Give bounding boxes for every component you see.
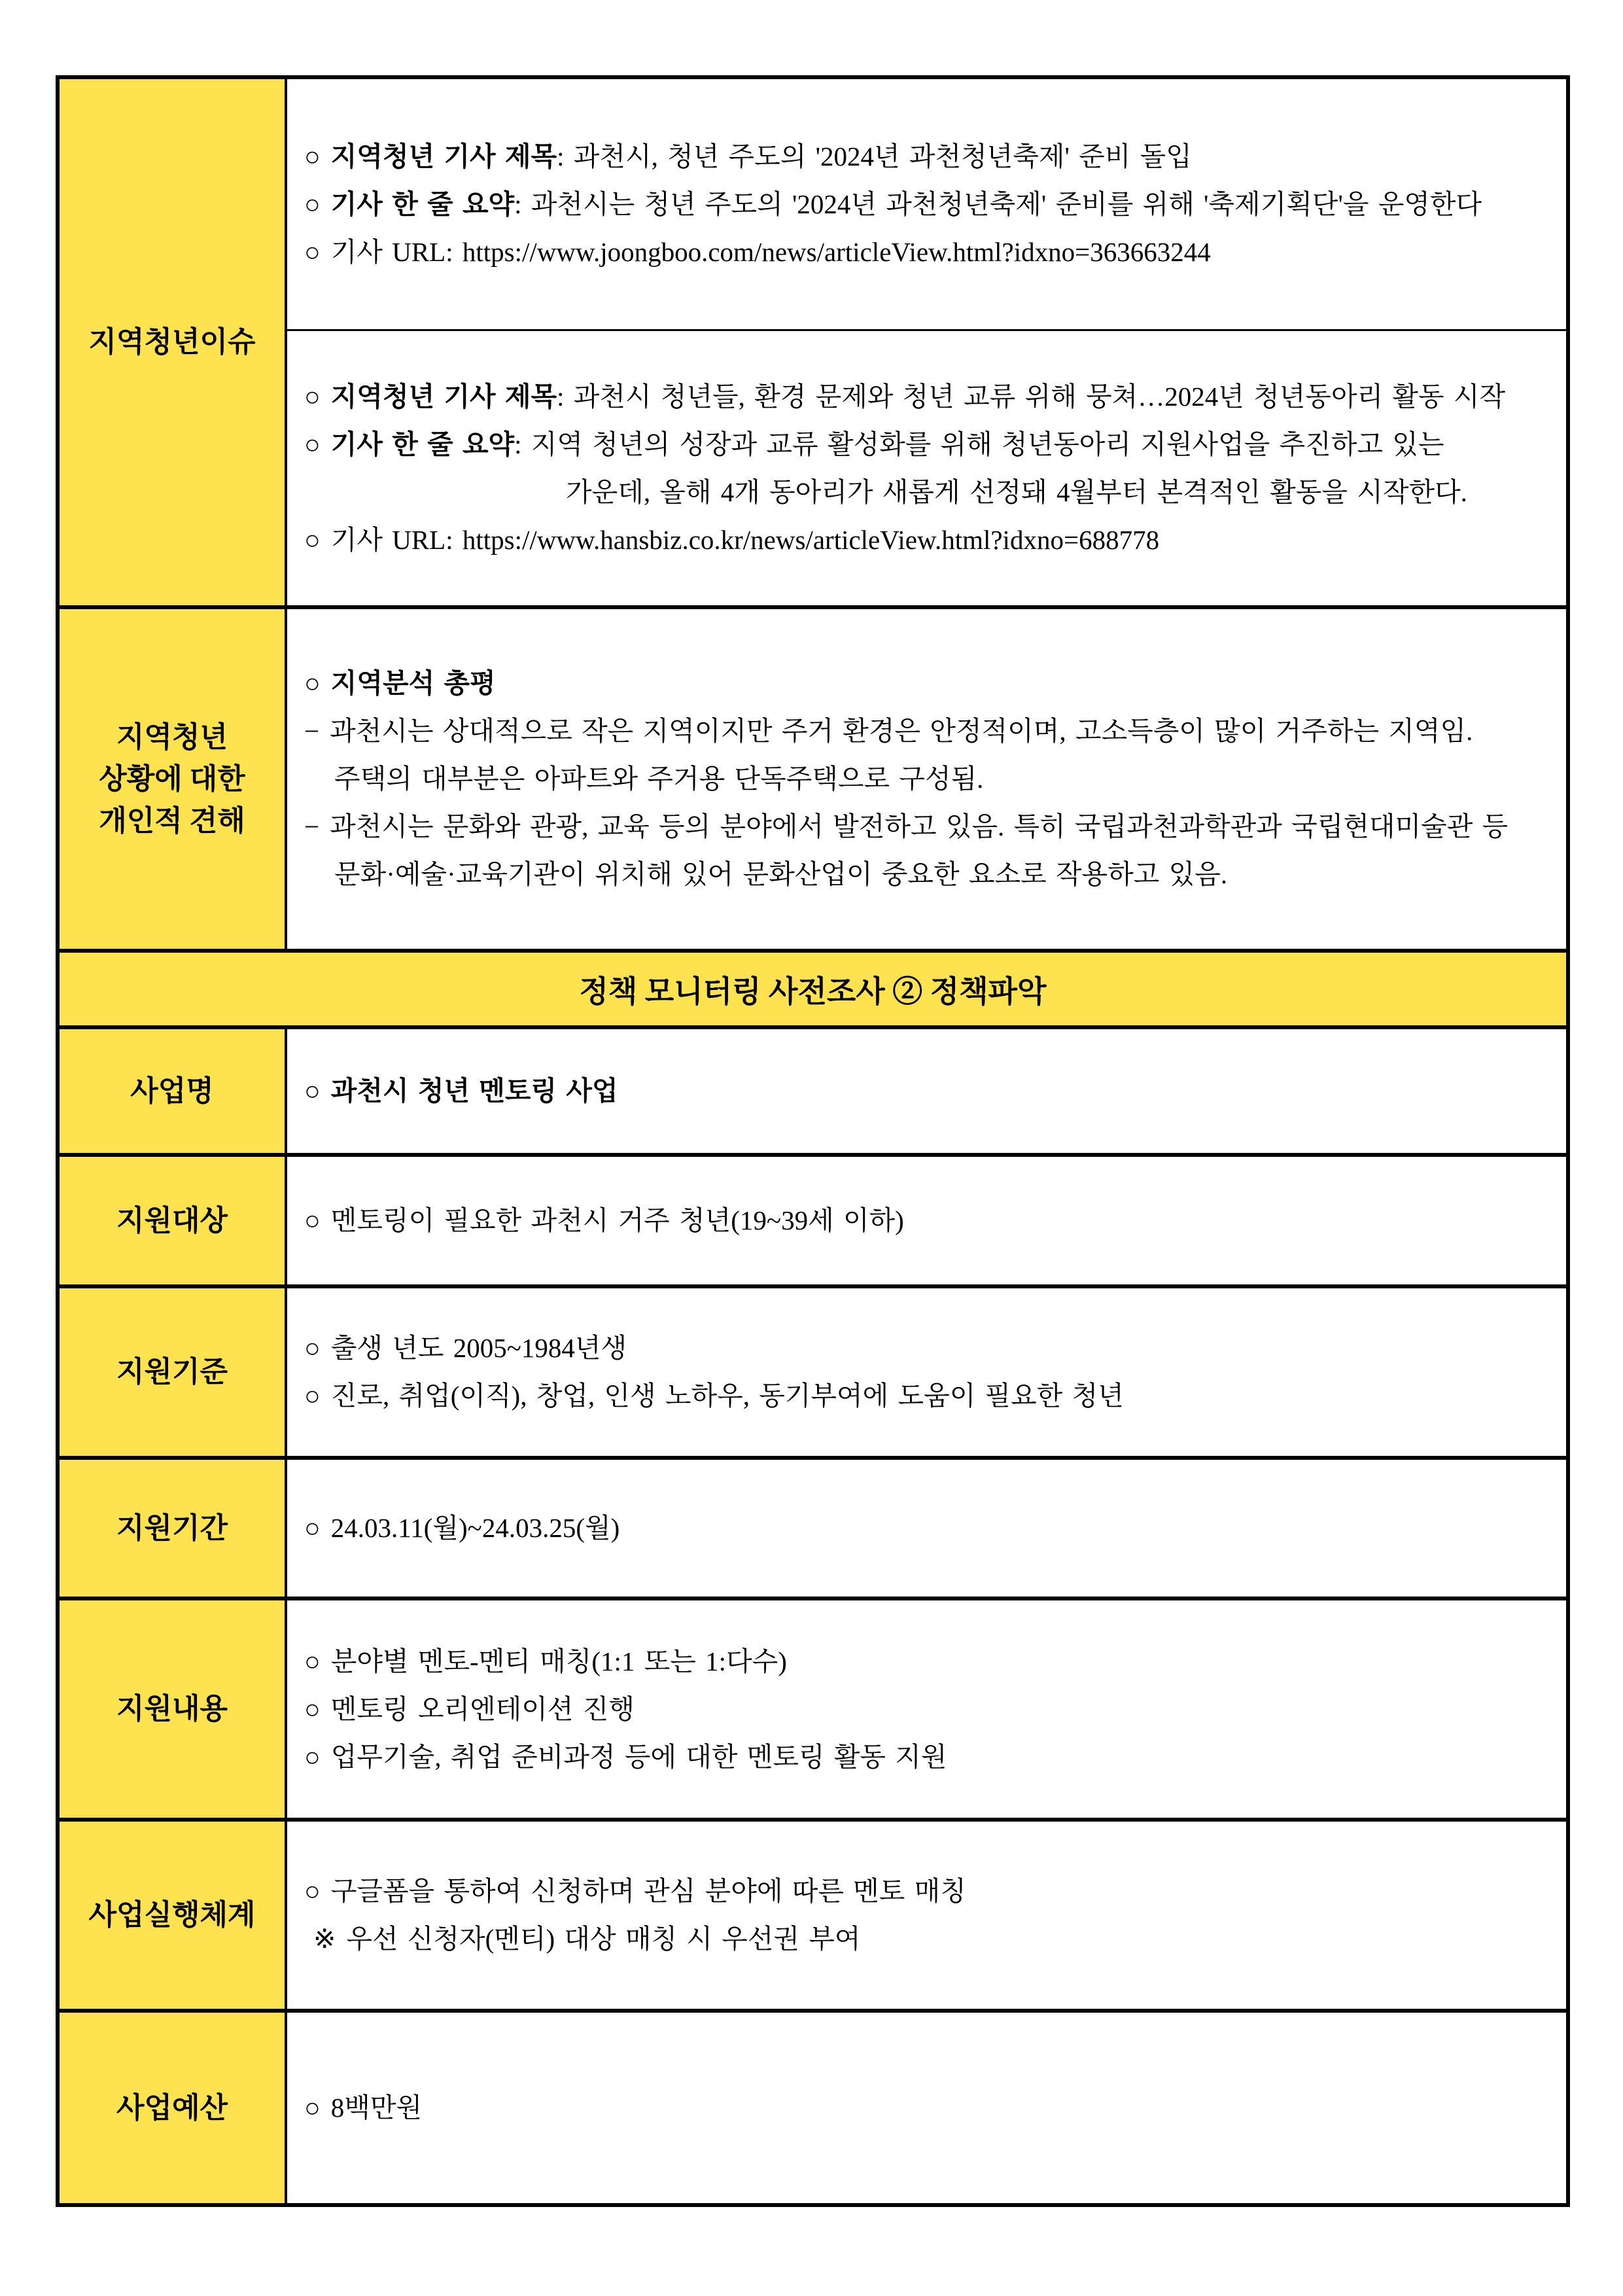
row-label-support-criteria bbox=[60, 1288, 287, 1456]
text-line bbox=[304, 1638, 1566, 1686]
support-target-content bbox=[287, 1157, 1566, 1284]
line-text: 과천시는 상대적으로 작은 지역이지만 주거 환경은 안정적이며, 고소득층이 많이 거주하는 지역임. bbox=[330, 716, 1473, 746]
line-label-bold: 지역분석 총평 bbox=[330, 668, 496, 698]
row-support-criteria bbox=[60, 1288, 1566, 1460]
line-text: 가운데, 올해 4개 동아리가 새롭게 선정돼 4월부터 본격적인 활동을 시작한다. bbox=[566, 476, 1467, 507]
line-text: 우선 신청자(멘티) 대상 매칭 시 우선권 부여 bbox=[346, 1924, 861, 1954]
row-local-youth-issues bbox=[60, 79, 1566, 609]
article-1-cell bbox=[287, 79, 1566, 331]
line-label-bold: 기사 한 줄 요약 bbox=[330, 188, 515, 219]
circle-bullet-icon: ○ bbox=[304, 1513, 321, 1543]
circle-bullet-icon: ○ bbox=[304, 1646, 321, 1676]
text-line bbox=[304, 1867, 1566, 1915]
line-text: : 과천시는 청년 주도의 '2024년 과천청년축제' 준비를 위해 '축제기획단'을 운영한다 bbox=[514, 188, 1482, 219]
circle-bullet-icon: ○ bbox=[304, 1381, 321, 1411]
opinion-heading-line bbox=[304, 660, 1566, 707]
row-support-target bbox=[60, 1157, 1566, 1288]
line-text: 기사 URL: bbox=[330, 524, 462, 555]
row-support-details bbox=[60, 1600, 1566, 1822]
section-banner bbox=[60, 953, 1566, 1029]
row-label-text: 지원내용 bbox=[116, 1693, 228, 1725]
opinion-content bbox=[287, 609, 1566, 949]
line-label-bold: 기사 한 줄 요약 bbox=[330, 429, 515, 459]
support-period-content bbox=[287, 1460, 1566, 1597]
article-1-summary-line bbox=[304, 181, 1566, 228]
line-label-bold: 지역청년 기사 제목 bbox=[330, 141, 557, 171]
line-text: 구글폼을 통하여 신청하며 관심 분야에 따른 멘토 매칭 bbox=[330, 1876, 966, 1906]
row-label-text-line: 개인적 견해 bbox=[99, 804, 245, 837]
text-line bbox=[304, 1504, 1566, 1552]
circle-bullet-icon: ○ bbox=[304, 1741, 321, 1772]
line-text: : 과천시, 청년 주도의 '2024년 과천청년축제' 준비 돌입 bbox=[557, 141, 1192, 171]
dash-bullet-icon: − bbox=[304, 716, 320, 746]
line-text: 기사 URL: bbox=[330, 236, 462, 267]
line-text: 진로, 취업(이직), 창업, 인생 노하우, 동기부여에 도움이 필요한 청년 bbox=[330, 1381, 1124, 1411]
reference-mark-icon: ※ bbox=[313, 1924, 336, 1954]
line-text: 분야별 멘토-멘티 매칭(1:1 또는 1:다수) bbox=[330, 1646, 787, 1676]
section-banner-title: 정책 모니터링 사전조사 ② 정책파악 bbox=[579, 974, 1047, 1008]
line-text: 과천시는 문화와 관광, 교육 등의 분야에서 발전하고 있음. 특히 국립과천과학관과 국립현대미술관 등 bbox=[330, 811, 1509, 841]
row-label-project-budget bbox=[60, 2013, 287, 2203]
opinion-point-continuation bbox=[304, 755, 1566, 803]
row-label-text-line: 상황에 대한 bbox=[99, 762, 245, 795]
row-label-text: 지원기간 bbox=[116, 1511, 228, 1544]
opinion-point-line bbox=[304, 803, 1566, 851]
line-text: 멘토링이 필요한 과천시 거주 청년(19~39세 이하) bbox=[330, 1205, 904, 1235]
support-criteria-content bbox=[287, 1288, 1566, 1456]
article-2-summary-line bbox=[304, 421, 1566, 468]
text-line bbox=[304, 1733, 1566, 1781]
article-2-cell bbox=[287, 331, 1566, 605]
circle-bullet-icon: ○ bbox=[304, 381, 321, 412]
project-name-content bbox=[287, 1029, 1566, 1153]
row-personal-opinion bbox=[60, 609, 1566, 953]
row-label-execution-system bbox=[60, 1822, 287, 2009]
row-label-text-line: 지역청년 bbox=[116, 720, 228, 753]
line-text: 업무기술, 취업 준비과정 등에 대한 멘토링 활동 지원 bbox=[330, 1741, 947, 1772]
row-label-support-details bbox=[60, 1600, 287, 1818]
text-line bbox=[304, 1686, 1566, 1733]
opinion-point-continuation bbox=[304, 851, 1566, 898]
circle-bullet-icon: ○ bbox=[304, 141, 321, 171]
line-text: 출생 년도 2005~1984년생 bbox=[330, 1333, 627, 1363]
row-label-support-period bbox=[60, 1460, 287, 1597]
circle-bullet-icon: ○ bbox=[304, 1205, 321, 1235]
article-2-summary-continuation bbox=[304, 468, 1566, 516]
issues-content-column bbox=[287, 79, 1566, 605]
row-label-text: 사업명 bbox=[130, 1074, 214, 1107]
circle-bullet-icon: ○ bbox=[304, 524, 321, 555]
row-execution-system bbox=[60, 1822, 1566, 2013]
row-label-text: 지역청년이슈 bbox=[88, 326, 256, 358]
text-line bbox=[304, 1067, 1566, 1115]
text-line bbox=[304, 2084, 1566, 2132]
execution-system-content bbox=[287, 1822, 1566, 2009]
line-text: : 과천시 청년들, 환경 문제와 청년 교류 위해 뭉쳐…2024년 청년동아리 활동 시작 bbox=[557, 381, 1506, 412]
article-1-title-line bbox=[304, 133, 1566, 181]
project-budget-content bbox=[287, 2013, 1566, 2203]
article-2-url-line bbox=[304, 516, 1566, 564]
circle-bullet-icon: ○ bbox=[304, 1876, 321, 1906]
circle-bullet-icon: ○ bbox=[304, 1693, 321, 1724]
support-details-content bbox=[287, 1600, 1566, 1818]
row-label-opinion bbox=[60, 609, 287, 949]
article-url-link[interactable]: https://www.hansbiz.co.kr/news/articleView.html?idxno=688778 bbox=[462, 524, 1160, 555]
circle-bullet-icon: ○ bbox=[304, 2093, 321, 2123]
row-label-issues bbox=[60, 79, 287, 605]
line-text: 주택의 대부분은 아파트와 주거용 단독주택으로 구성됨. bbox=[334, 764, 984, 794]
row-project-budget bbox=[60, 2013, 1566, 2203]
circle-bullet-icon: ○ bbox=[304, 1076, 321, 1106]
opinion-point-line bbox=[304, 707, 1566, 755]
row-label-text: 지원기준 bbox=[116, 1356, 228, 1388]
article-2-title-line bbox=[304, 373, 1566, 421]
row-support-period bbox=[60, 1460, 1566, 1600]
circle-bullet-icon: ○ bbox=[304, 1333, 321, 1363]
line-text: 24.03.11(월)~24.03.25(월) bbox=[330, 1513, 620, 1543]
circle-bullet-icon: ○ bbox=[304, 236, 321, 267]
text-line bbox=[304, 1372, 1566, 1420]
line-text: 8백만원 bbox=[330, 2093, 423, 2123]
circle-bullet-icon: ○ bbox=[304, 668, 321, 698]
text-line bbox=[304, 1197, 1566, 1245]
line-label-bold: 과천시 청년 멘토링 사업 bbox=[330, 1076, 618, 1106]
line-label-bold: 지역청년 기사 제목 bbox=[330, 381, 557, 412]
row-label-text: 사업실행체계 bbox=[88, 1899, 256, 1931]
article-1-url-line bbox=[304, 228, 1566, 276]
line-text: 멘토링 오리엔테이션 진행 bbox=[330, 1693, 635, 1724]
article-url-link[interactable]: https://www.joongboo.com/news/articleView.html?idxno=363663244 bbox=[462, 236, 1211, 267]
text-line bbox=[304, 1324, 1566, 1372]
circle-bullet-icon: ○ bbox=[304, 429, 321, 459]
note-line bbox=[304, 1915, 1566, 1963]
circle-bullet-icon: ○ bbox=[304, 188, 321, 219]
row-project-name bbox=[60, 1029, 1566, 1157]
policy-survey-table bbox=[56, 75, 1570, 2207]
dash-bullet-icon: − bbox=[304, 811, 320, 841]
row-label-text: 지원대상 bbox=[116, 1204, 228, 1237]
row-label-support-target bbox=[60, 1157, 287, 1284]
line-text: : 지역 청년의 성장과 교류 활성화를 위해 청년동아리 지원사업을 추진하고 있는 bbox=[514, 429, 1444, 459]
line-text: 문화·예술·교육기관이 위치해 있어 문화산업이 중요한 요소로 작용하고 있음. bbox=[334, 859, 1228, 889]
row-label-project-name bbox=[60, 1029, 287, 1153]
row-label-text: 사업예산 bbox=[116, 2091, 228, 2124]
